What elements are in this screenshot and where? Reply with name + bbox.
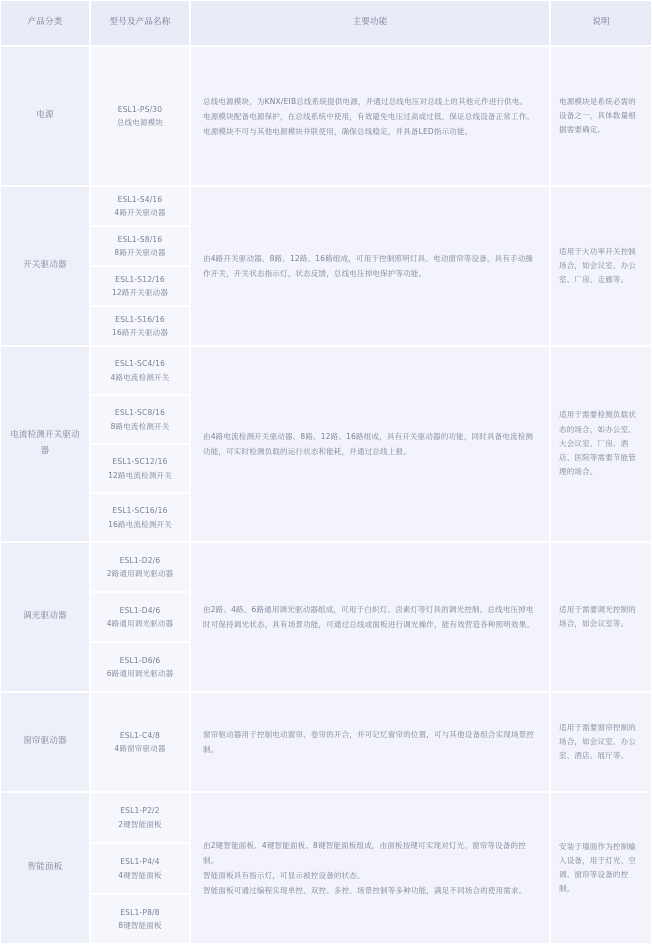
model-cell: ESL1-S8/16 8路开关驱动器 — [90, 226, 190, 266]
model-cell: ESL1-SC12/16 12路电流检测开关 — [90, 444, 190, 493]
note-cell: 适用于需要调光控制的场合，如会议室等。 — [550, 542, 652, 692]
note-cell: 适用于需要检测负载状态的场合，如办公室、大会议室、厂房、酒店、医院等需要节能管理的场合。 — [550, 346, 652, 542]
note-cell: 适用于大功率开关控制场合，如会议室、办公室、厂房、走廊等。 — [550, 186, 652, 346]
note-cell: 适用于需要窗帘控制的场合，如会议室、办公室、酒店、展厅等。 — [550, 692, 652, 792]
model-cell: ESL1-SC16/16 16路电流检测开关 — [90, 493, 190, 542]
category-cell: 窗帘驱动器 — [0, 692, 90, 792]
function-cell: 窗帘驱动器用于控制电动窗帘、卷帘的开合，并可记忆窗帘的位置，可与其他设备组合实现场景控制。 — [190, 692, 550, 792]
header-note: 说明 — [550, 0, 652, 46]
model-cell: ESL1-C4/8 4路窗帘驱动器 — [90, 692, 190, 792]
model-cell: ESL1-D4/6 4路通用调光驱动器 — [90, 592, 190, 642]
model-cell: ESL1-D2/6 2路通用调光驱动器 — [90, 542, 190, 592]
function-cell: 由4路开关驱动器、8路、12路、16路组成，可用于控制照明灯具、电动窗帘等设备，具有手动操作开关，开关状态指示灯，状态反馈，总线电压掉电保护等功能。 — [190, 186, 550, 346]
model-cell: ESL1-S12/16 12路开关驱动器 — [90, 266, 190, 306]
model-cell: ESL1-S4/16 4路开关驱动器 — [90, 186, 190, 226]
model-cell: ESL1-SC4/16 4路电流检测开关 — [90, 346, 190, 395]
note-cell: 电源模块是系统必需的设备之一，具体数量根据需要确定。 — [550, 46, 652, 186]
header-model: 型号及产品名称 — [90, 0, 190, 46]
note-cell: 安装于墙面作为控制输入设备，用于灯光、空调、窗帘等设备的控制。 — [550, 792, 652, 944]
model-cell: ESL1-SC8/16 8路电流检测开关 — [90, 395, 190, 444]
category-cell: 开关驱动器 — [0, 186, 90, 346]
header-category: 产品分类 — [0, 0, 90, 46]
model-cell: ESL1-P4/4 4键智能面板 — [90, 843, 190, 894]
category-cell: 智能面板 — [0, 792, 90, 944]
model-cell: ESL1-P8/8 8键智能面板 — [90, 894, 190, 944]
function-cell: 总线电源模块，为KNX/EIB总线系统提供电源，并通过总线电压对总线上的其他元件进行供电。 电源模块配备电源保护，在总线系统中使用，有效避免电压过高或过低，保证总线设备正常工作。 电源模块不可与其他电源模块并联使用，确保总线稳定，并具备LED指示功能。 — [190, 46, 550, 186]
model-cell: ESL1-P2/2 2键智能面板 — [90, 792, 190, 843]
function-cell: 由2键智能面板、4键智能面板、8键智能面板组成，由面板按键可实现对灯光、窗帘等设备的控制。 智能面板具有指示灯，可显示被控设备的状态。 智能面板可通过编程实现单控、双控、多控、场景控制等多种功能，满足不同场合的使用需求。 — [190, 792, 550, 944]
model-cell: ESL1-D6/6 6路通用调光驱动器 — [90, 642, 190, 692]
category-cell: 电流检测开关驱动器 — [0, 346, 90, 542]
function-cell: 由2路、4路、6路通用调光驱动器组成，可用于白炽灯、卤素灯等灯具的调光控制，总线电压掉电时可保持调光状态，具有场景功能，可通过总线或面板进行调光操作，能有效营造各种照明效果。 — [190, 542, 550, 692]
function-cell: 由4路电流检测开关驱动器、8路、12路、16路组成，具有开关驱动器的功能，同时具备电流检测功能，可实时检测负载的运行状态和能耗，并通过总线上报。 — [190, 346, 550, 542]
model-cell: ESL1-PS/30 总线电源模块 — [90, 46, 190, 186]
model-cell: ESL1-S16/16 16路开关驱动器 — [90, 306, 190, 346]
category-cell: 电源 — [0, 46, 90, 186]
header-function: 主要功能 — [190, 0, 550, 46]
category-cell: 调光驱动器 — [0, 542, 90, 692]
